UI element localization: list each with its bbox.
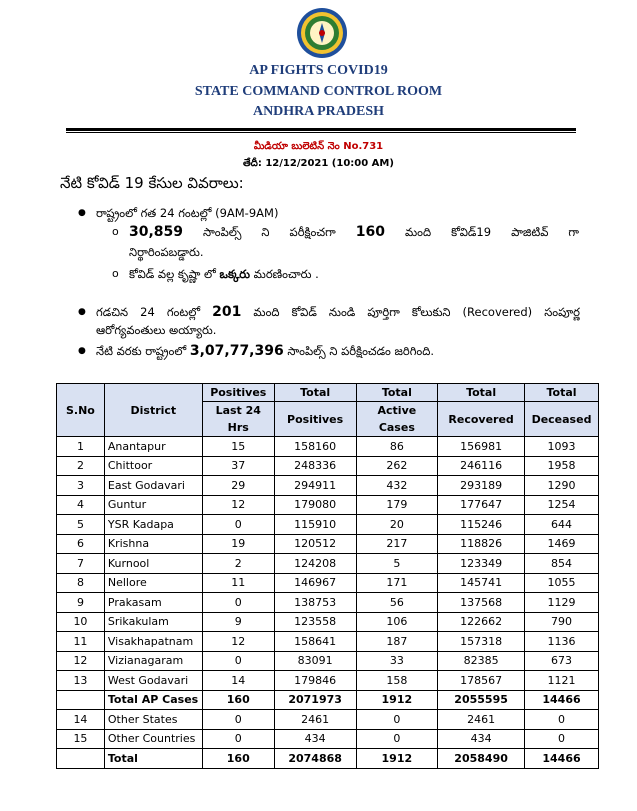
cell-deceased: 1254 bbox=[525, 495, 599, 515]
cell-sno: 6 bbox=[57, 534, 105, 554]
bullet-text: కోవిడ్ వల్ల కృష్ణా లో bbox=[129, 267, 220, 281]
header-total-positives-sub: Positives bbox=[274, 402, 356, 437]
cell-total-positives: 179080 bbox=[274, 495, 356, 515]
state-emblem-icon bbox=[296, 6, 348, 60]
bullet-text: మంది కోవిడ్19 పాజిటివ్ గా bbox=[384, 225, 580, 239]
bullet-text: గడచిన 24 గంటల్లో bbox=[96, 305, 213, 319]
header-deceased-sub: Deceased bbox=[525, 402, 599, 437]
cell-positives-24h: 160 bbox=[202, 749, 274, 769]
cell-deceased: 14466 bbox=[525, 690, 599, 710]
table-row bbox=[57, 554, 599, 574]
header-title-line1: AP FIGHTS COVID19 bbox=[249, 63, 388, 78]
bullet-text: నేటి వరకు రాష్ట్రంలో bbox=[96, 344, 190, 358]
cell-district: Srikakulam bbox=[104, 612, 202, 632]
cell-active-cases: 56 bbox=[356, 593, 438, 613]
bullet-text: సాంపిల్స్ ని పరీక్షించగా bbox=[183, 225, 356, 239]
table-row bbox=[57, 612, 599, 632]
cell-positives-24h: 11 bbox=[202, 573, 274, 593]
cell-active-cases: 86 bbox=[356, 437, 438, 457]
cell-deceased: 673 bbox=[525, 651, 599, 671]
cell-positives-24h: 29 bbox=[202, 476, 274, 496]
cell-recovered: 434 bbox=[438, 729, 525, 749]
cell-active-cases: 432 bbox=[356, 476, 438, 496]
bulletin-date: తేదీ: 12/12/2021 (10:00 AM) bbox=[243, 158, 394, 169]
cell-active-cases: 106 bbox=[356, 612, 438, 632]
cell-district: Anantapur bbox=[104, 437, 202, 457]
cell-deceased: 1129 bbox=[525, 593, 599, 613]
cell-sno: 8 bbox=[57, 573, 105, 593]
cell-sno: 13 bbox=[57, 671, 105, 691]
cell-total-positives: 158641 bbox=[274, 632, 356, 652]
header-total-positives: Total bbox=[274, 384, 356, 402]
cell-district: Chittoor bbox=[104, 456, 202, 476]
cell-recovered: 293189 bbox=[438, 476, 525, 496]
cell-deceased: 1136 bbox=[525, 632, 599, 652]
cell-positives-24h: 12 bbox=[202, 632, 274, 652]
sub-bullet-deaths bbox=[129, 266, 319, 282]
cell-active-cases: 0 bbox=[356, 710, 438, 730]
cell-sno: 4 bbox=[57, 495, 105, 515]
cell-total-positives: 248336 bbox=[274, 456, 356, 476]
sub-bullet-positives bbox=[129, 224, 579, 240]
cell-positives-24h: 9 bbox=[202, 612, 274, 632]
cell-deceased: 1055 bbox=[525, 573, 599, 593]
cell-positives-24h: 0 bbox=[202, 729, 274, 749]
cell-recovered: 246116 bbox=[438, 456, 525, 476]
cell-recovered: 118826 bbox=[438, 534, 525, 554]
cell-positives-24h: 0 bbox=[202, 515, 274, 535]
cell-total-positives: 138753 bbox=[274, 593, 356, 613]
cell-recovered: 82385 bbox=[438, 651, 525, 671]
cell-deceased: 1958 bbox=[525, 456, 599, 476]
table-row bbox=[57, 651, 599, 671]
cell-total-positives: 2461 bbox=[274, 710, 356, 730]
cell-total-positives: 179846 bbox=[274, 671, 356, 691]
bullet-text: మరణించారు . bbox=[250, 267, 319, 281]
cell-recovered: 137568 bbox=[438, 593, 525, 613]
bullet-text: సాంపిల్స్ ని పరీక్షించడం జరిగింది. bbox=[283, 344, 435, 358]
cell-positives-24h: 19 bbox=[202, 534, 274, 554]
table-row bbox=[57, 749, 599, 769]
table-row bbox=[57, 671, 599, 691]
cell-district: Other Countries bbox=[104, 729, 202, 749]
cell-district: Total bbox=[104, 749, 202, 769]
header-deceased: Total bbox=[525, 384, 599, 402]
cell-active-cases: 171 bbox=[356, 573, 438, 593]
cell-deceased: 790 bbox=[525, 612, 599, 632]
cell-total-positives: 115910 bbox=[274, 515, 356, 535]
cell-recovered: 177647 bbox=[438, 495, 525, 515]
header-active-cases: Total bbox=[356, 384, 438, 402]
header-recovered: Total bbox=[438, 384, 525, 402]
header-positives-24h-sub: Last 24 Hrs bbox=[202, 402, 274, 437]
cell-active-cases: 5 bbox=[356, 554, 438, 574]
cell-recovered: 178567 bbox=[438, 671, 525, 691]
header-sno: S.No bbox=[57, 384, 105, 437]
bullet-state-tests bbox=[96, 205, 278, 221]
table-row bbox=[57, 729, 599, 749]
cell-positives-24h: 160 bbox=[202, 690, 274, 710]
cell-sno: 3 bbox=[57, 476, 105, 496]
cell-recovered: 2058490 bbox=[438, 749, 525, 769]
cell-sno: 10 bbox=[57, 612, 105, 632]
table-row bbox=[57, 690, 599, 710]
cell-deceased: 0 bbox=[525, 710, 599, 730]
deaths-count-text: ఒక్కరు bbox=[219, 267, 251, 281]
cell-deceased: 644 bbox=[525, 515, 599, 535]
table-row bbox=[57, 710, 599, 730]
cell-total-positives: 434 bbox=[274, 729, 356, 749]
cell-active-cases: 1912 bbox=[356, 749, 438, 769]
cell-deceased: 0 bbox=[525, 729, 599, 749]
cell-recovered: 123349 bbox=[438, 554, 525, 574]
cell-sno: 2 bbox=[57, 456, 105, 476]
cell-district: Visakhapatnam bbox=[104, 632, 202, 652]
cell-recovered: 2461 bbox=[438, 710, 525, 730]
cell-active-cases: 158 bbox=[356, 671, 438, 691]
bullet-recovered bbox=[96, 304, 580, 320]
header-title-line2: STATE COMMAND CONTROL ROOM bbox=[194, 84, 443, 99]
header-positives-24h: Positives bbox=[202, 384, 274, 402]
bullet-total-samples bbox=[96, 343, 434, 359]
table-row bbox=[57, 593, 599, 613]
cell-deceased: 1093 bbox=[525, 437, 599, 457]
table-row bbox=[57, 632, 599, 652]
cell-recovered: 2055595 bbox=[438, 690, 525, 710]
cell-deceased: 14466 bbox=[525, 749, 599, 769]
bullet-text: రాష్ట్రంలో గత 24 గంటల్లో (9AM-9AM) bbox=[96, 206, 279, 220]
cell-positives-24h: 14 bbox=[202, 671, 274, 691]
cell-active-cases: 187 bbox=[356, 632, 438, 652]
cell-total-positives: 2074868 bbox=[274, 749, 356, 769]
bullet-recovered-cont: ఆరోగ్యవంతులు అయ్యారు. bbox=[96, 323, 217, 337]
header-district: District bbox=[104, 384, 202, 437]
cell-district: Krishna bbox=[104, 534, 202, 554]
cell-total-positives: 294911 bbox=[274, 476, 356, 496]
table-row bbox=[57, 534, 599, 554]
cell-deceased: 1469 bbox=[525, 534, 599, 554]
table-row bbox=[57, 437, 599, 457]
cell-sno bbox=[57, 690, 105, 710]
cell-recovered: 156981 bbox=[438, 437, 525, 457]
cell-sno: 14 bbox=[57, 710, 105, 730]
samples-count: 30,859 bbox=[129, 224, 184, 240]
cell-sno: 12 bbox=[57, 651, 105, 671]
cell-positives-24h: 0 bbox=[202, 651, 274, 671]
header-active-cases-sub: Active Cases bbox=[356, 402, 438, 437]
district-cases-table bbox=[56, 383, 599, 769]
cell-active-cases: 262 bbox=[356, 456, 438, 476]
cell-positives-24h: 12 bbox=[202, 495, 274, 515]
sub-bullet-positives-cont: నిర్థారింపబడ్డారు. bbox=[129, 245, 204, 259]
header-title-line3: ANDHRA PRADESH bbox=[252, 104, 385, 119]
cell-total-positives: 158160 bbox=[274, 437, 356, 457]
cell-sno: 9 bbox=[57, 593, 105, 613]
cell-total-positives: 83091 bbox=[274, 651, 356, 671]
total-samples-count: 3,07,77,396 bbox=[189, 343, 284, 359]
cell-district: Prakasam bbox=[104, 593, 202, 613]
header-divider-thick bbox=[66, 128, 576, 131]
cell-active-cases: 20 bbox=[356, 515, 438, 535]
cell-positives-24h: 37 bbox=[202, 456, 274, 476]
cell-sno: 7 bbox=[57, 554, 105, 574]
cell-active-cases: 33 bbox=[356, 651, 438, 671]
header-divider-thin bbox=[66, 132, 576, 133]
cell-total-positives: 120512 bbox=[274, 534, 356, 554]
table-row bbox=[57, 456, 599, 476]
cell-sno: 11 bbox=[57, 632, 105, 652]
cell-district: East Godavari bbox=[104, 476, 202, 496]
cell-district: West Godavari bbox=[104, 671, 202, 691]
cell-total-positives: 123558 bbox=[274, 612, 356, 632]
header-recovered-sub: Recovered bbox=[438, 402, 525, 437]
table-row bbox=[57, 495, 599, 515]
cell-district: Nellore bbox=[104, 573, 202, 593]
cell-district: Kurnool bbox=[104, 554, 202, 574]
cell-deceased: 1290 bbox=[525, 476, 599, 496]
cell-district: Total AP Cases bbox=[104, 690, 202, 710]
cell-total-positives: 146967 bbox=[274, 573, 356, 593]
cell-sno bbox=[57, 749, 105, 769]
cell-recovered: 157318 bbox=[438, 632, 525, 652]
cell-active-cases: 0 bbox=[356, 729, 438, 749]
cell-recovered: 145741 bbox=[438, 573, 525, 593]
cell-sno: 5 bbox=[57, 515, 105, 535]
cell-recovered: 122662 bbox=[438, 612, 525, 632]
table-row bbox=[57, 573, 599, 593]
cell-deceased: 854 bbox=[525, 554, 599, 574]
page-heading: నేటి కోవిడ్ 19 కేసుల వివరాలు: bbox=[60, 174, 244, 192]
cell-district: Other States bbox=[104, 710, 202, 730]
cell-active-cases: 1912 bbox=[356, 690, 438, 710]
cell-deceased: 1121 bbox=[525, 671, 599, 691]
recovered-count: 201 bbox=[212, 304, 242, 320]
table-row bbox=[57, 515, 599, 535]
cell-district: Vizianagaram bbox=[104, 651, 202, 671]
cell-positives-24h: 0 bbox=[202, 593, 274, 613]
positives-count: 160 bbox=[355, 224, 385, 240]
cell-total-positives: 124208 bbox=[274, 554, 356, 574]
cell-positives-24h: 15 bbox=[202, 437, 274, 457]
cell-total-positives: 2071973 bbox=[274, 690, 356, 710]
cell-sno: 15 bbox=[57, 729, 105, 749]
bullet-text: మంది కోవిడ్ నుండి పూర్తిగా కోలుకుని (Recovered) సంపూర్ణ bbox=[241, 305, 580, 319]
cell-positives-24h: 0 bbox=[202, 710, 274, 730]
bulletin-number: మీడియా బులెటిన్ నెం No.731 bbox=[253, 141, 384, 152]
cell-sno: 1 bbox=[57, 437, 105, 457]
cell-positives-24h: 2 bbox=[202, 554, 274, 574]
cell-active-cases: 179 bbox=[356, 495, 438, 515]
cell-district: YSR Kadapa bbox=[104, 515, 202, 535]
cell-active-cases: 217 bbox=[356, 534, 438, 554]
cell-district: Guntur bbox=[104, 495, 202, 515]
cell-recovered: 115246 bbox=[438, 515, 525, 535]
table-row bbox=[57, 476, 599, 496]
